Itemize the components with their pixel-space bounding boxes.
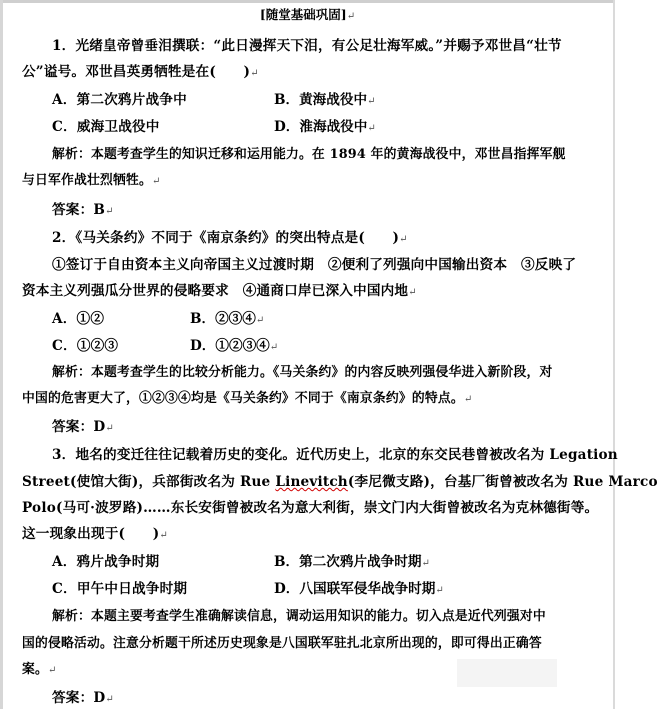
q1-answer bbox=[52, 198, 114, 218]
page-border-right bbox=[613, 0, 615, 709]
paragraph-mark-icon: ↵ bbox=[250, 68, 259, 79]
q2-items-line1: ①签订于自由资本主义向帝国主义过渡时期 ②便利了列强向中国输出资本 ③反映了 bbox=[52, 257, 577, 273]
faint-watermark-stamp bbox=[457, 659, 557, 687]
q2-items-line2-text: 资本主义列强瓜分世界的侵略要求 ④通商口岸已深入中国内地 bbox=[22, 283, 409, 299]
q1-option-a: A．第二次鸦片战争中 bbox=[52, 92, 187, 108]
q2-answer-text: 答案：D bbox=[52, 419, 106, 435]
paragraph-mark-icon: ↵ bbox=[269, 342, 279, 353]
q1-option-b bbox=[274, 88, 375, 108]
q2-option-d-text: D．①②③④ bbox=[190, 338, 270, 354]
paragraph-mark-icon: ↵ bbox=[105, 206, 114, 217]
paragraph-mark-icon: ↵ bbox=[151, 176, 161, 187]
q3-analysis-line1: 解析：本题主要考查学生准确解读信息，调动运用知识的能力。切入点是近代列强对中 bbox=[52, 609, 546, 624]
q2-analysis-line1: 解析：本题考查学生的比较分析能力。《马关条约》的内容反映列强侵华进入新阶段，对 bbox=[52, 365, 553, 380]
q3-stem-line1: 3．地名的变迁往往记载着历史的变化。近代历史上，北京的东交民巷曾被改名为 Legation bbox=[52, 447, 618, 463]
q2-analysis-line2-text: 中国的危害更大了，①②③④均是《马关条约》不同于《南京条约》的特点。 bbox=[22, 391, 464, 406]
paragraph-mark-icon: ↵ bbox=[421, 558, 430, 569]
q1-analysis-line1: 解析：本题考查学生的知识迁移和运用能力。在 1894 年的黄海战役中，邓世昌指挥军舰 bbox=[52, 147, 566, 162]
paragraph-mark-icon: ↵ bbox=[346, 11, 356, 22]
q3-option-a: A．鸦片战争时期 bbox=[52, 554, 160, 570]
q2-answer bbox=[52, 415, 114, 435]
q1-option-d-text: D．淮海战役中 bbox=[274, 119, 368, 135]
q2-option-a: A．①② bbox=[52, 311, 105, 327]
q2-option-b-text: B．②③④ bbox=[190, 311, 256, 327]
q3-analysis-line3 bbox=[22, 658, 57, 677]
q1-stem-line2 bbox=[22, 60, 259, 80]
q3-stem-line2-part1: Street(使馆大街)，兵部街改名为 Rue bbox=[22, 474, 276, 490]
q3-option-d-text: D．八国联军侵华战争时期 bbox=[274, 581, 436, 597]
paragraph-mark-icon: ↵ bbox=[105, 694, 114, 705]
paragraph-mark-icon: ↵ bbox=[367, 96, 376, 107]
q2-option-b bbox=[190, 307, 264, 327]
q1-option-d bbox=[274, 115, 376, 135]
paragraph-mark-icon: ↵ bbox=[105, 423, 114, 434]
q2-items-line2 bbox=[22, 279, 417, 299]
q3-stem-line3: Polo(马可·波罗路)……东长安街曾被改名为意大利街，崇文门内大街曾被改名为克林德街等。 bbox=[22, 500, 599, 516]
q3-answer-text: 答案：D bbox=[52, 690, 106, 706]
q1-stem-line2-text: 公”谥号。邓世昌英勇牺牲是在( ) bbox=[22, 64, 251, 80]
q3-option-d bbox=[274, 577, 444, 597]
q2-analysis-line2 bbox=[22, 387, 473, 406]
q3-stem-line2 bbox=[22, 470, 658, 490]
q1-stem-line1: 1．光绪皇帝曾垂泪撰联：“此日漫挥天下泪，有公足壮海军威。”并赐予邓世昌“壮节 bbox=[52, 38, 562, 54]
paragraph-mark-icon: ↵ bbox=[48, 665, 57, 676]
paragraph-mark-icon: ↵ bbox=[367, 123, 376, 134]
q1-answer-text: 答案：B bbox=[52, 202, 106, 218]
q3-answer bbox=[52, 686, 114, 706]
page-border-left bbox=[0, 0, 3, 709]
q3-option-b-text: B．第二次鸦片战争时期 bbox=[274, 554, 422, 570]
q1-analysis-line2 bbox=[22, 169, 161, 188]
paragraph-mark-icon: ↵ bbox=[399, 234, 408, 245]
q2-option-c: C．①②③ bbox=[52, 338, 119, 354]
q3-option-c: C．甲午中日战争时期 bbox=[52, 581, 188, 597]
q2-stem-text: 2．《马关条约》不同于《南京条约》的突出特点是( ) bbox=[52, 230, 400, 246]
q1-analysis-line2-text: 与日军作战壮烈牺牲。 bbox=[22, 173, 152, 188]
q1-option-b-text: B．黄海战役中 bbox=[274, 92, 368, 108]
q3-analysis-line3-text: 案。 bbox=[22, 662, 48, 677]
paragraph-mark-icon: ↵ bbox=[408, 287, 417, 298]
page-border-top bbox=[0, 0, 615, 3]
section-header-text: [随堂基础巩固] bbox=[259, 7, 347, 22]
q3-stem-line2-part3: (李尼微支路)，台基厂街曾被改名为 Rue Marco bbox=[347, 474, 658, 490]
q3-stem-line4 bbox=[22, 522, 168, 542]
q3-analysis-line2: 国的侵略活动。注意分析题干所述历史现象是八国联军驻扎北京所出现的，即可得出正确答 bbox=[22, 636, 542, 651]
paragraph-mark-icon: ↵ bbox=[159, 530, 169, 541]
section-header bbox=[0, 5, 615, 23]
q3-spellcheck-word: Linevitch bbox=[275, 474, 348, 490]
paragraph-mark-icon: ↵ bbox=[255, 315, 265, 326]
q3-option-b bbox=[274, 550, 430, 570]
q3-stem-line4-text: 这一现象出现于( ) bbox=[22, 526, 160, 542]
q1-option-c: C．威海卫战役中 bbox=[52, 119, 160, 135]
paragraph-mark-icon: ↵ bbox=[463, 394, 473, 405]
paragraph-mark-icon: ↵ bbox=[435, 585, 444, 596]
q2-option-d bbox=[190, 334, 278, 354]
q2-stem bbox=[52, 226, 408, 246]
